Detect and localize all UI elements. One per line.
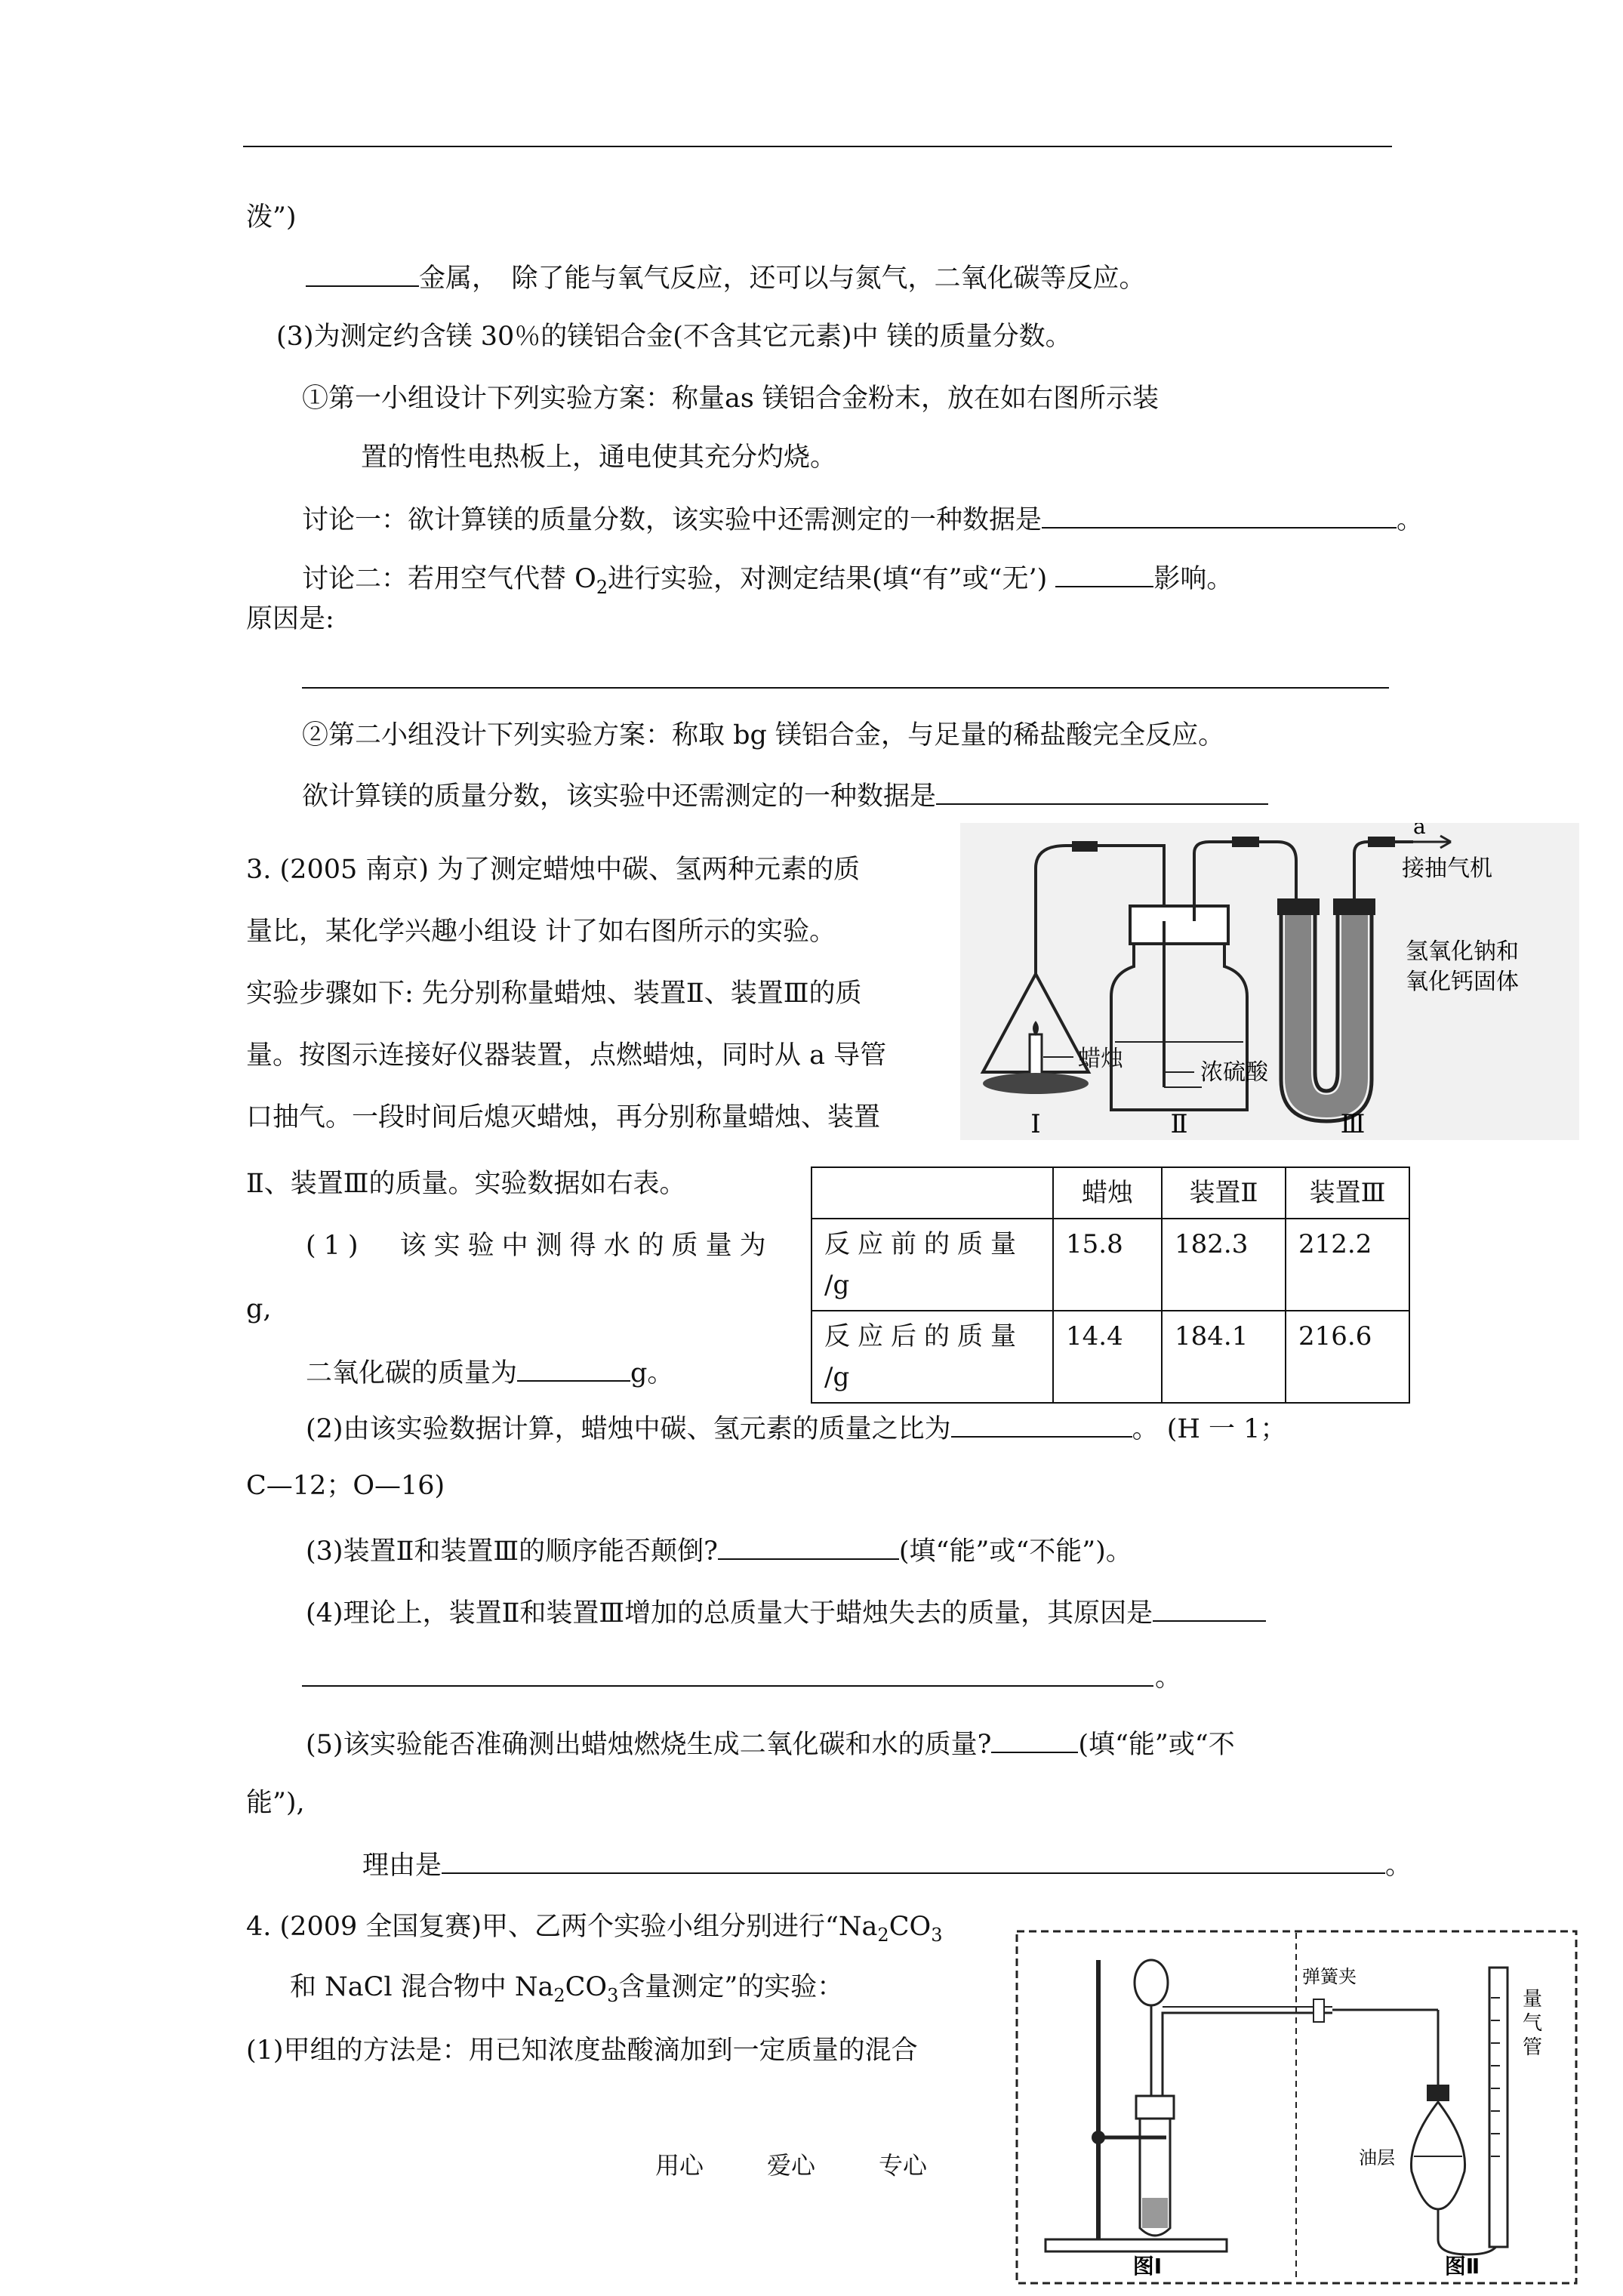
q4-line1: 4. (2009 全国复赛)甲、乙两个实验小组分别进行“$Na_2CO_3$ xyxy=(246,1912,943,1946)
top-fragment: 泼”) xyxy=(246,202,297,233)
q3-line6: Ⅱ、装置Ⅲ的质量。实验数据如右表。 xyxy=(246,1169,686,1199)
q3-sub1b: g, xyxy=(246,1294,272,1324)
answer-blank[interactable] xyxy=(991,1726,1078,1753)
discussion2-text-mid: 进行实验，对测定结果(填“有”或“无’) xyxy=(608,564,1056,594)
stand-base xyxy=(1046,2239,1227,2251)
table-row xyxy=(812,1219,1409,1311)
q3-sub2-cont: C—12；O—16) xyxy=(246,1471,445,1501)
row-label: 反应后的质量 /g xyxy=(812,1311,1053,1403)
bottle-stopper xyxy=(1130,906,1228,944)
q3-line1: 3. (2005 南京) 为了测定蜡烛中碳、氢两种元素的质 xyxy=(246,855,861,885)
roman-2: Ⅱ xyxy=(1170,1109,1188,1139)
q3-sub4-end: 。 xyxy=(1155,1663,1182,1693)
answer-blank[interactable] xyxy=(517,1354,630,1382)
answer-blank[interactable] xyxy=(936,778,1268,805)
group1-line2: 置的惰性电热板上，通电使其充分灼烧。 xyxy=(361,442,837,473)
table-header-cell: 蜡烛 xyxy=(1053,1167,1162,1219)
tube-liquid xyxy=(1142,2198,1168,2228)
oil-label: 油层 xyxy=(1359,2147,1395,2168)
table-header-row xyxy=(812,1167,1409,1219)
spring-clamp xyxy=(1313,1999,1324,2022)
q3-sub2: (2)由该实验数据计算，蜡烛中碳、氢元素的质量之比为 。 (H 一 1； xyxy=(306,1410,1286,1446)
answer-blank[interactable] xyxy=(442,1847,1385,1874)
discussion2-end: 影响。 xyxy=(1153,564,1233,594)
discussion2-text: 讨论二：若用空气代替 O xyxy=(302,564,596,594)
answer-blank[interactable] xyxy=(306,260,419,287)
q3-sub1a: (1) 该实验中测得水的质量为 xyxy=(306,1231,774,1261)
table-cell: 15.8 xyxy=(1053,1219,1162,1311)
subscript: 2 xyxy=(596,577,608,598)
reason-label: 原因是: xyxy=(246,604,334,634)
answer-blank[interactable] xyxy=(1153,1595,1266,1622)
metal-text: 金属， 除了能与氧气反应，还可以与氮气，二氧化碳等反应。 xyxy=(419,264,1146,294)
mass-data-table xyxy=(811,1166,1410,1404)
discussion2 xyxy=(302,560,1233,604)
answer-blank[interactable] xyxy=(1055,560,1153,587)
candle-label: 蜡烛 xyxy=(1078,1046,1123,1072)
discussion1-text: 讨论一：欲计算镁的质量分数，该实验中还需测定的一种数据是 xyxy=(302,505,1042,535)
row-label: 反应前的质量 /g xyxy=(812,1219,1053,1311)
q3-intro: (3)为测定约含镁 30％的镁铝合金(不含其它元素)中 镁的质量分数。 xyxy=(276,322,1072,352)
group2-line2 xyxy=(302,778,1268,813)
q3-line5: 口抽气。一段时间后熄灭蜡烛，再分别称量蜡烛、装置 xyxy=(246,1102,881,1133)
label-a: a xyxy=(1413,823,1426,839)
table-cell: 182.3 xyxy=(1162,1219,1286,1311)
q3-sub5-cont: 能”), xyxy=(246,1788,305,1818)
tube-label-1: 量 xyxy=(1523,1988,1543,2011)
q4-line3: (1)甲组的方法是：用已知浓度盐酸滴加到一定质量的混合 xyxy=(246,2036,918,2066)
answer-blank[interactable] xyxy=(1042,501,1397,529)
q3-sub4: (4)理论上，装置Ⅱ和装置Ⅲ增加的总质量大于蜡烛失去的质量，其原因是 xyxy=(306,1595,1266,1630)
roman-3: Ⅲ xyxy=(1340,1109,1366,1139)
roman-1: Ⅰ xyxy=(1030,1109,1041,1139)
answer-line[interactable] xyxy=(302,1685,1153,1687)
table-cell: 14.4 xyxy=(1053,1311,1162,1403)
gas-apparatus-figure xyxy=(1015,1930,1578,2285)
answer-blank[interactable] xyxy=(718,1533,899,1560)
acid-label: 浓硫酸 xyxy=(1200,1059,1268,1086)
q3-line2: 量比，某化学兴趣小组设 计了如右图所示的实验。 xyxy=(246,917,836,947)
funnel-bulb xyxy=(1135,1960,1168,2005)
footer-1: 用心 xyxy=(655,2151,704,2180)
table-header-cell: 装置Ⅲ xyxy=(1286,1167,1409,1219)
solid-label-1: 氢氧化钠和 xyxy=(1406,938,1519,965)
rubber-joint xyxy=(1072,841,1098,852)
table-header-cell: 装置Ⅱ xyxy=(1162,1167,1286,1219)
table-cell: 216.6 xyxy=(1286,1311,1409,1403)
candle-dish xyxy=(983,1073,1089,1094)
tube-label-2: 气 xyxy=(1523,2012,1543,2035)
group2-text: 欲计算镁的质量分数，该实验中还需测定的一种数据是 xyxy=(302,781,937,812)
answer-blank[interactable] xyxy=(951,1410,1132,1438)
fig2-caption: 图Ⅱ xyxy=(1444,2254,1480,2279)
group1-line1: ①第一小组设计下列实验方案：称量as 镁铝合金粉末，放在如右图所示装 xyxy=(302,384,1159,414)
fig1-caption: 图Ⅰ xyxy=(1132,2254,1163,2279)
q4-line2: 和 NaCl 混合物中 $Na_2CO_3$含量测定”的实验： xyxy=(290,1972,844,2006)
q3-sub1c: 二氧化碳的质量为 g。 xyxy=(306,1354,673,1390)
clamp-label: 弹簧夹 xyxy=(1302,1966,1357,1987)
table-cell: 212.2 xyxy=(1286,1219,1409,1311)
q3-sub3: (3)装置Ⅱ和装置Ⅲ的顺序能否颠倒? (填“能”或“不能”)。 xyxy=(306,1533,1132,1568)
footer-3: 专心 xyxy=(879,2151,928,2180)
q3-line4: 量。按图示连接好仪器装置，点燃蜡烛，同时从 a 导管 xyxy=(246,1040,887,1071)
discussion1-end: 。 xyxy=(1397,505,1424,535)
solid-label-2: 氧化钙固体 xyxy=(1406,969,1519,995)
candle-apparatus-figure xyxy=(960,823,1579,1140)
q3-sub5-reason: 理由是 。 xyxy=(362,1847,1412,1882)
answer-line[interactable] xyxy=(302,687,1389,689)
measuring-tube xyxy=(1489,1968,1508,2247)
header-rule xyxy=(243,146,1392,147)
discussion1 xyxy=(302,501,1423,537)
metal-line xyxy=(306,260,1146,295)
pump-label: 接抽气机 xyxy=(1402,855,1492,882)
tube-label-3: 管 xyxy=(1523,2036,1543,2059)
table-cell: 184.1 xyxy=(1162,1311,1286,1403)
footer-2: 爱心 xyxy=(767,2151,816,2180)
table-header-cell xyxy=(812,1167,1053,1219)
table-row xyxy=(812,1311,1409,1403)
q3-sub5: (5)该实验能否准确测出蜡烛燃烧生成二氧化碳和水的质量? (填“能”或“不 xyxy=(306,1726,1235,1761)
q3-line3: 实验步骤如下: 先分别称量蜡烛、装置Ⅱ、装置Ⅲ的质 xyxy=(246,978,862,1009)
group2-line1: ②第二小组没计下列实验方案：称取 bg 镁铝合金，与足量的稀盐酸完全反应。 xyxy=(302,720,1225,750)
